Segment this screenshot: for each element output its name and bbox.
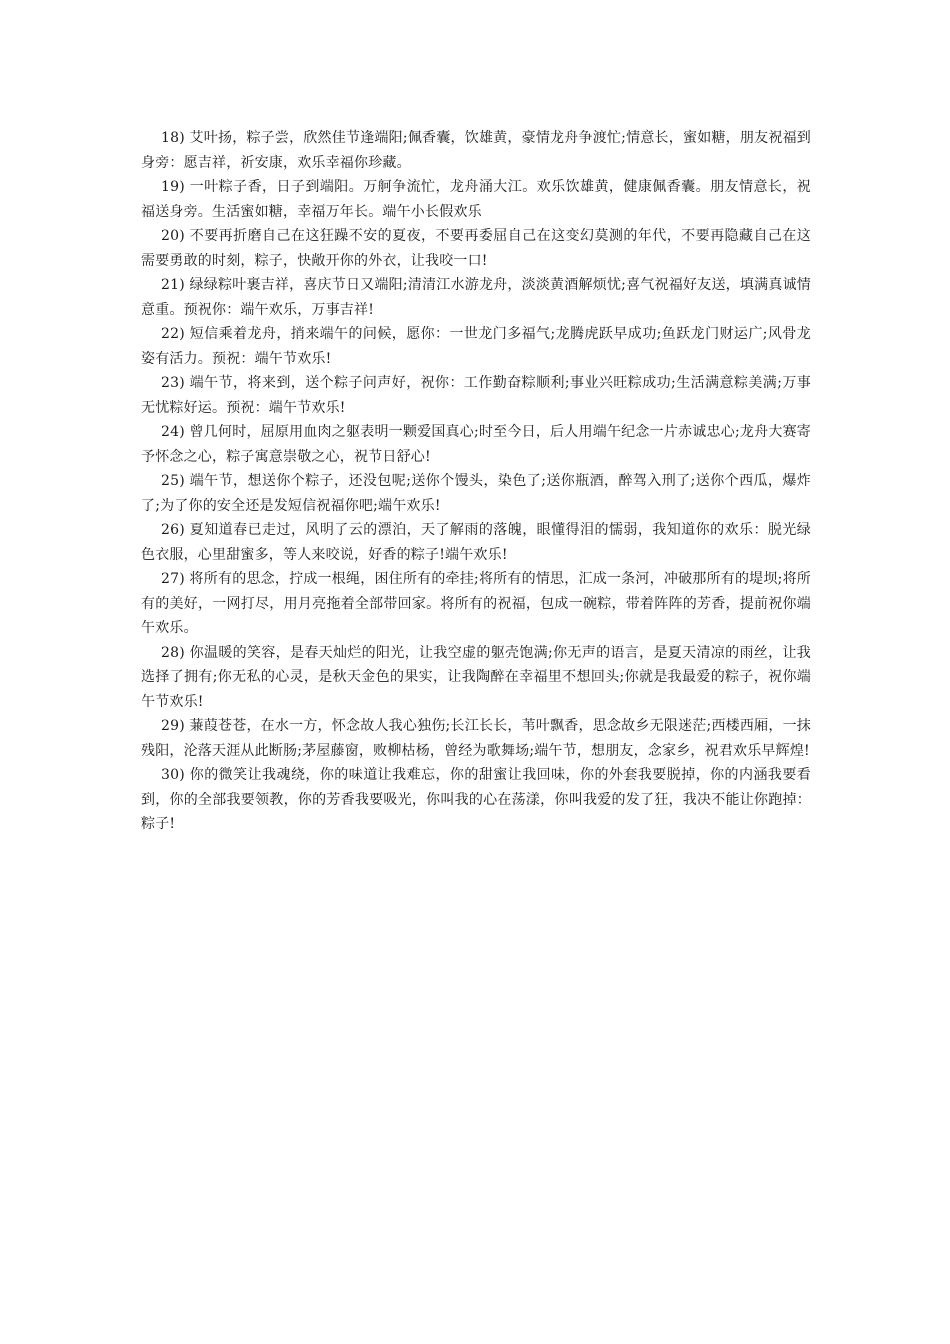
paragraph-21: 21) 绿绿粽叶裹吉祥，喜庆节日又端阳;清清江水游龙舟，淡淡黄酒解烦忧;喜气祝福好友送，填满真诚情意重。预祝你：端午欢乐，万事吉祥! [141, 277, 811, 318]
paragraph-30: 30) 你的微笑让我魂绕，你的味道让我难忘，你的甜蜜让我回味，你的外套我要脱掉，你的内涵我要看到，你的全部我要领教，你的芳香我要吸光，你叫我的心在荡漾，你叫我爱的发了狂，我决不能让你跑掉：粽子! [141, 767, 811, 832]
paragraph-26: 26) 夏知道春已走过，风明了云的漂泊，天了解雨的落魄，眼懂得泪的懦弱，我知道你的欢乐：脱光绿色衣服，心里甜蜜多，等人来咬说，好香的粽子!端午欢乐! [141, 522, 811, 563]
paragraph-22: 22) 短信乘着龙舟，捎来端午的问候，愿你：一世龙门多福气;龙腾虎跃早成功;鱼跃龙门财运广;风骨龙姿有活力。预祝：端午节欢乐! [141, 326, 811, 367]
document-body [141, 126, 811, 837]
paragraph-18: 18) 艾叶扬，粽子尝，欣然佳节逢端阳;佩香囊，饮雄黄，豪情龙舟争渡忙;情意长，蜜如糖，朋友祝福到身旁：愿吉祥，祈安康，欢乐幸福你珍藏。 [141, 130, 811, 171]
paragraph-28: 28) 你温暖的笑容，是春天灿烂的阳光，让我空虚的躯壳饱满;你无声的语言，是夏天清凉的雨丝，让我选择了拥有;你无私的心灵，是秋天金色的果实，让我陶醉在幸福里不想回头;你就是我最爱的粽子，祝你端午节欢乐! [141, 644, 811, 710]
paragraph-29: 29) 蒹葭苍苍，在水一方，怀念故人我心独伤;长江长长，苇叶飘香，思念故乡无限迷茫;西楼西厢，一抹残阳，沦落天涯从此断肠;茅屋藤窗，败柳枯杨，曾经为歌舞场;端午节，想朋友，念家乡，祝君欢乐早辉煌! [141, 718, 811, 759]
paragraph-24: 24) 曾几何时，屈原用血肉之躯表明一颗爱国真心;时至今日，后人用端午纪念一片赤诚忠心;龙舟大赛寄予怀念之心，粽子寓意崇敬之心，祝节日舒心! [141, 424, 811, 465]
paragraph-27: 27) 将所有的思念，拧成一根绳，困住所有的牵挂;将所有的情思，汇成一条河，冲破那所有的堤坝;将所有的美好，一网打尽，用月亮拖着全部带回家。将所有的祝福，包成一碗粽，带着阵阵的芳香，提前祝你端午欢乐。 [141, 571, 811, 636]
paragraph-19: 19) 一叶粽子香，日子到端阳。万舸争流忙，龙舟涌大江。欢乐饮雄黄，健康佩香囊。朋友情意长，祝福送身旁。生活蜜如糖，幸福万年长。端午小长假欢乐 [141, 179, 811, 220]
paragraph-23: 23) 端午节，将来到，送个粽子问声好，祝你：工作勤奋粽顺利;事业兴旺粽成功;生活满意粽美满;万事无忧粽好运。预祝：端午节欢乐! [141, 375, 811, 416]
paragraph-25: 25) 端午节，想送你个粽子，还没包呢;送你个馒头，染色了;送你瓶酒，醉驾入刑了;送你个西瓜，爆炸了;为了你的安全还是发短信祝福你吧;端午欢乐! [141, 473, 811, 514]
paragraph-20: 20) 不要再折磨自己在这狂躁不安的夏夜，不要再委屈自己在这变幻莫测的年代，不要再隐藏自己在这需要勇敢的时刻，粽子，快敞开你的外衣，让我咬一口! [141, 228, 811, 269]
